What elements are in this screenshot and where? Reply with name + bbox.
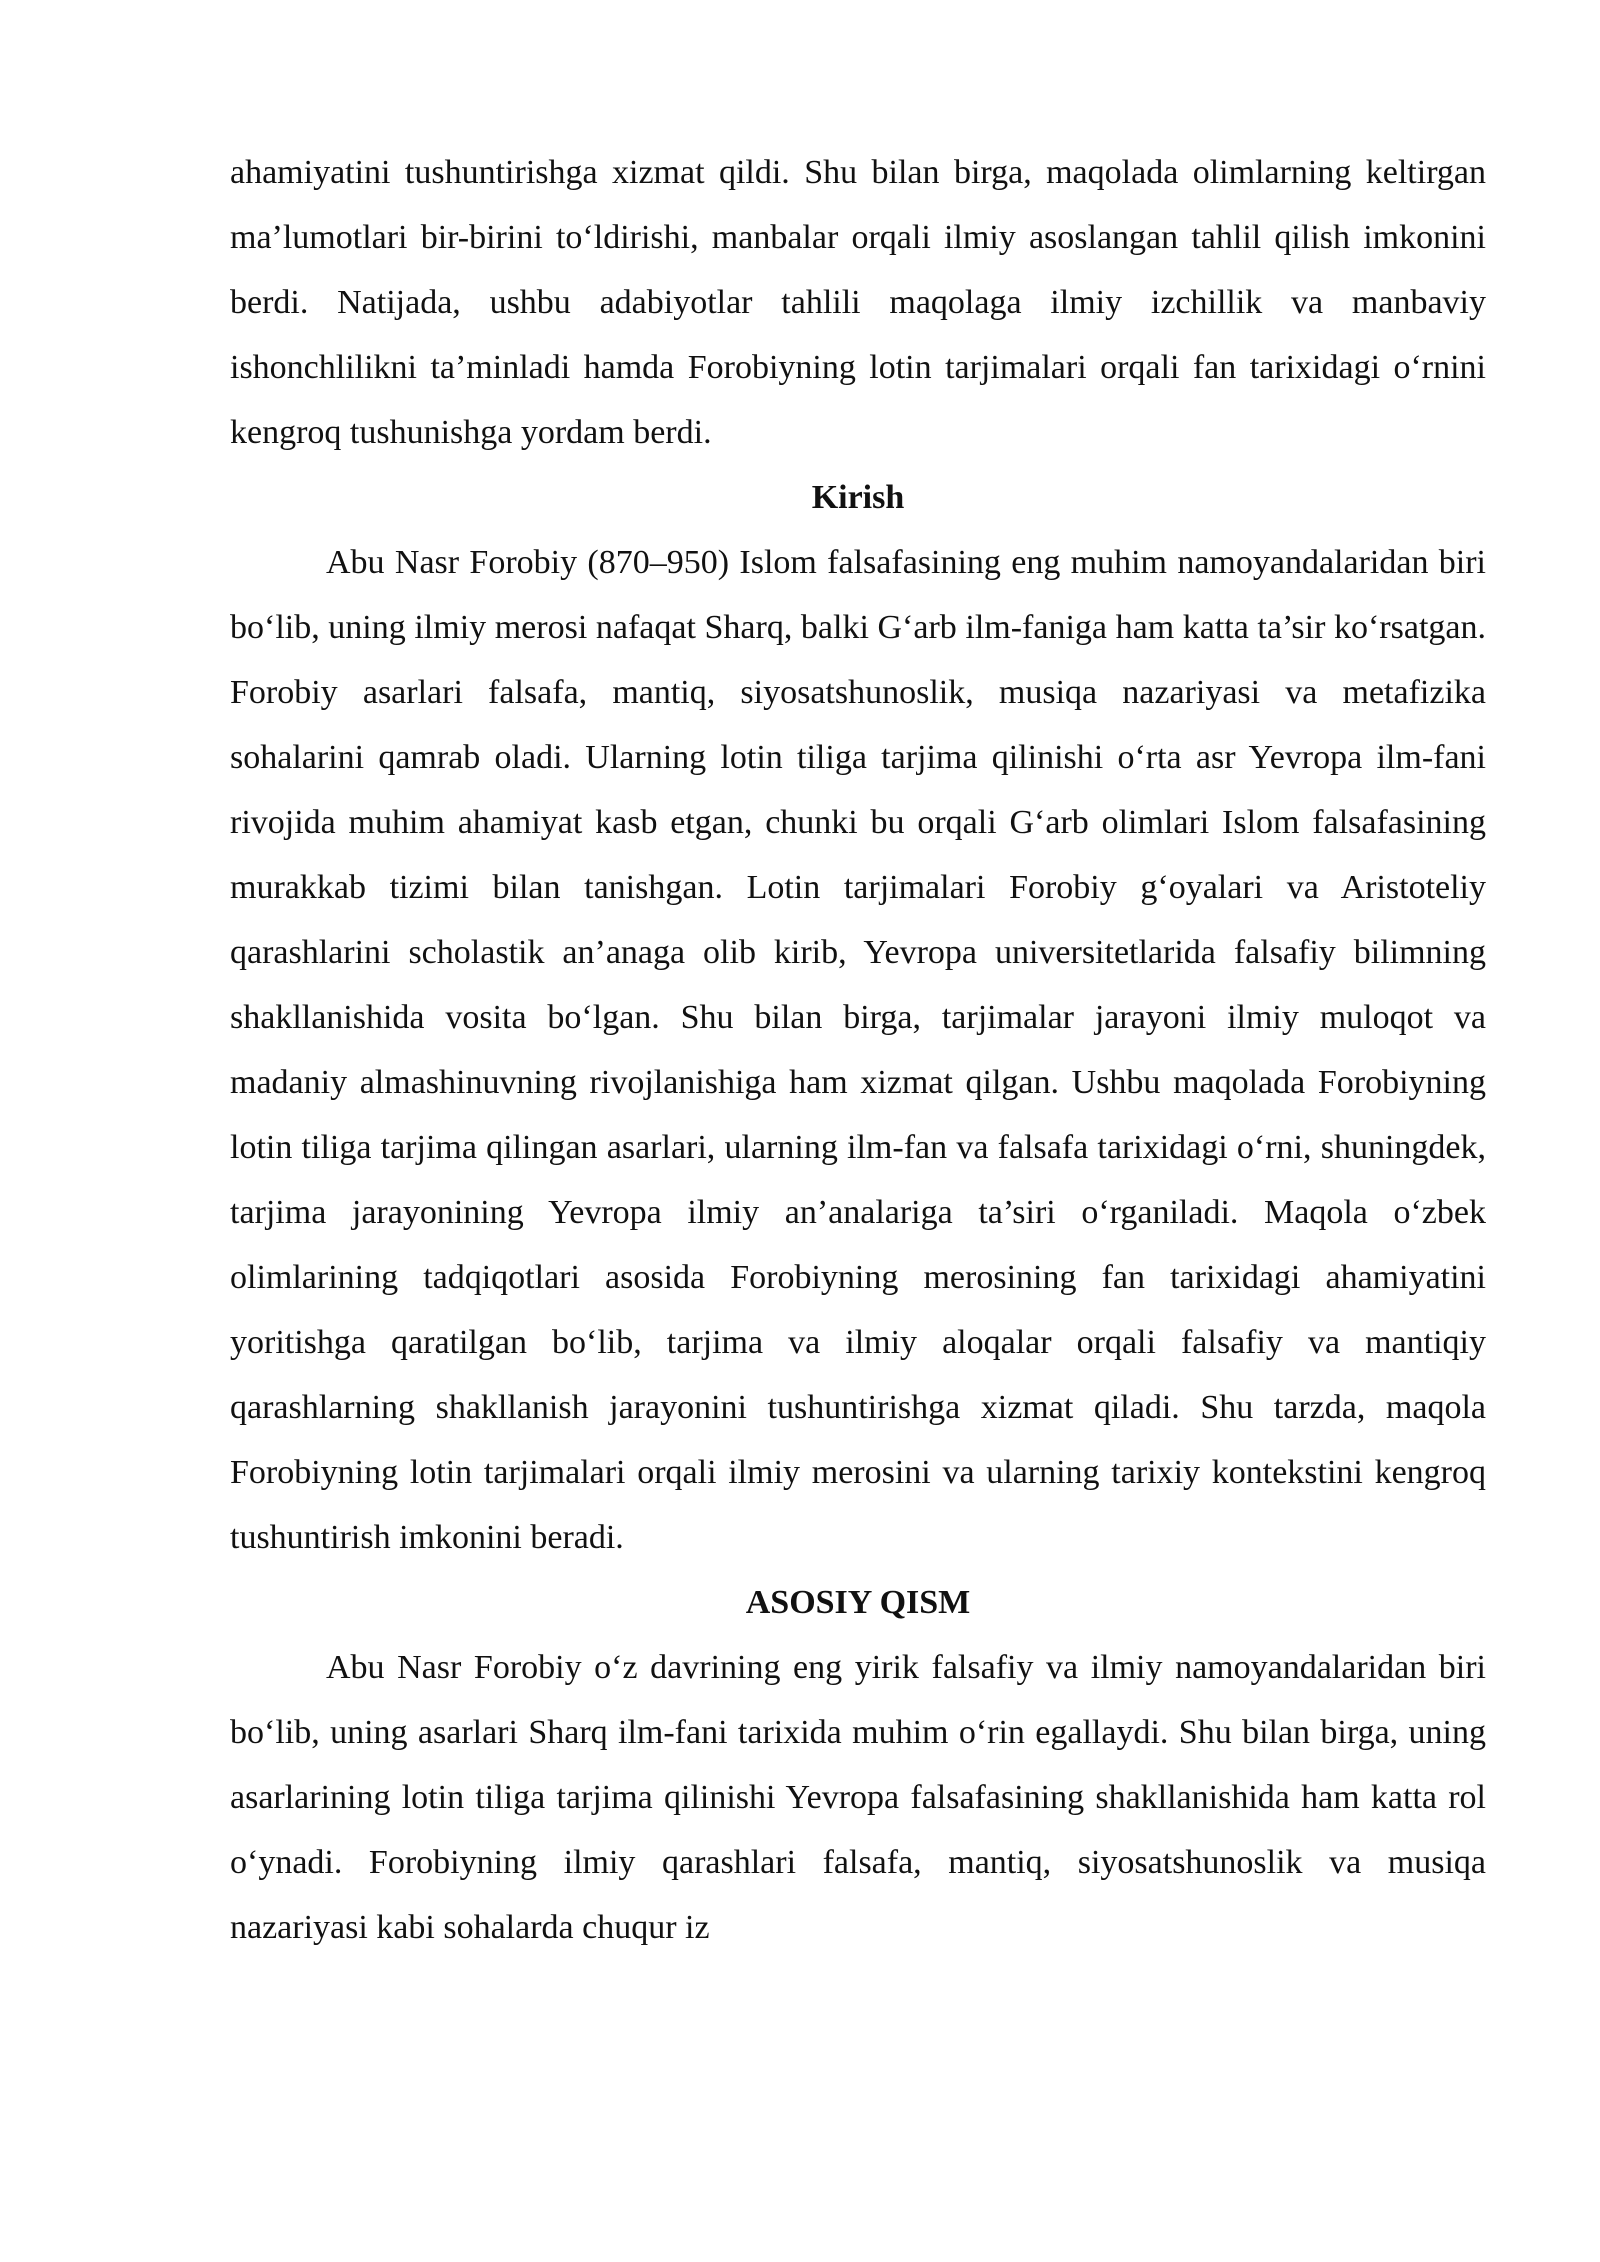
document-body xyxy=(230,140,1486,1960)
paragraph-asosiy-qism: Abu Nasr Forobiy o‘z davrining eng yirik falsafiy va ilmiy namoyandalaridan biri bo‘lib, uning asarlari Sharq ilm-fani tarixida muhim o‘rin egallaydi. Shu bilan birga, uning asarlarining lotin tiliga tarjima qilinishi Yevropa falsafasining shakllanishida ham katta rol o‘ynadi. Forobiyning ilmiy qarashlari falsafa, mantiq, siyosatshunoslik va musiqa nazariyasi kabi sohalarda chuqur iz xyxy=(230,1649,1486,1946)
paragraph-intro-end: ahamiyatini tushuntirishga xizmat qildi. Shu bilan birga, maqolada olimlarning keltirgan ma’lumotlari bir-birini to‘ldirishi, manbalar orqali ilmiy asoslangan tahlil qilish imkonini berdi. Natijada, ushbu adabiyotlar tahlili maqolaga ilmiy izchillik va manbaviy ishonchlilikni ta’minladi hamda Forobiyning lotin tarjimalari orqali fan tarixidagi o‘rnini kengroq tushunishga yordam berdi. xyxy=(230,154,1486,451)
paragraph-kirish: Abu Nasr Forobiy (870–950) Islom falsafasining eng muhim namoyandalaridan biri bo‘lib, uning ilmiy merosi nafaqat Sharq, balki G‘arb ilm-faniga ham katta ta’sir ko‘rsatgan. Forobiy asarlari falsafa, mantiq, siyosatshunoslik, musiqa nazariyasi va metafizika sohalarini qamrab oladi. Ularning lotin tiliga tarjima qilinishi o‘rta asr Yevropa ilm-fani rivojida muhim ahamiyat kasb etgan, chunki bu orqali G‘arb olimlari Islom falsafasining murakkab tizimi bilan tanishgan. Lotin tarjimalari Forobiy g‘oyalari va Aristoteliy qarashlarini scholastik an’anaga olib kirib, Yevropa universitetlarida falsafiy bilimning shakllanishida vosita bo‘lgan. Shu bilan birga, tarjimalar jarayoni ilmiy muloqot va madaniy almashinuvning rivojlanishiga ham xizmat qilgan. Ushbu maqolada Forobiyning lotin tiliga tarjima qilingan asarlari, ularning ilm-fan va falsafa tarixidagi o‘rni, shuningdek, tarjima jarayonining Yevropa ilmiy an’analariga ta’siri o‘rganiladi. Maqola o‘zbek olimlarining tadqiqotlari asosida Forobiyning merosining fan tarixidagi ahamiyatini yoritishga qaratilgan bo‘lib, tarjima va ilmiy aloqalar orqali falsafiy va mantiqiy qarashlarning shakllanish jarayonini tushuntirishga xizmat qiladi. Shu tarzda, maqola Forobiyning lotin tarjimalari orqali ilmiy merosini va ularning tarixiy kontekstini kengroq tushuntirish imkonini beradi. xyxy=(230,544,1486,1556)
heading-kirish: Kirish xyxy=(811,479,905,516)
heading-asosiy-qism: ASOSIY QISM xyxy=(745,1584,971,1621)
